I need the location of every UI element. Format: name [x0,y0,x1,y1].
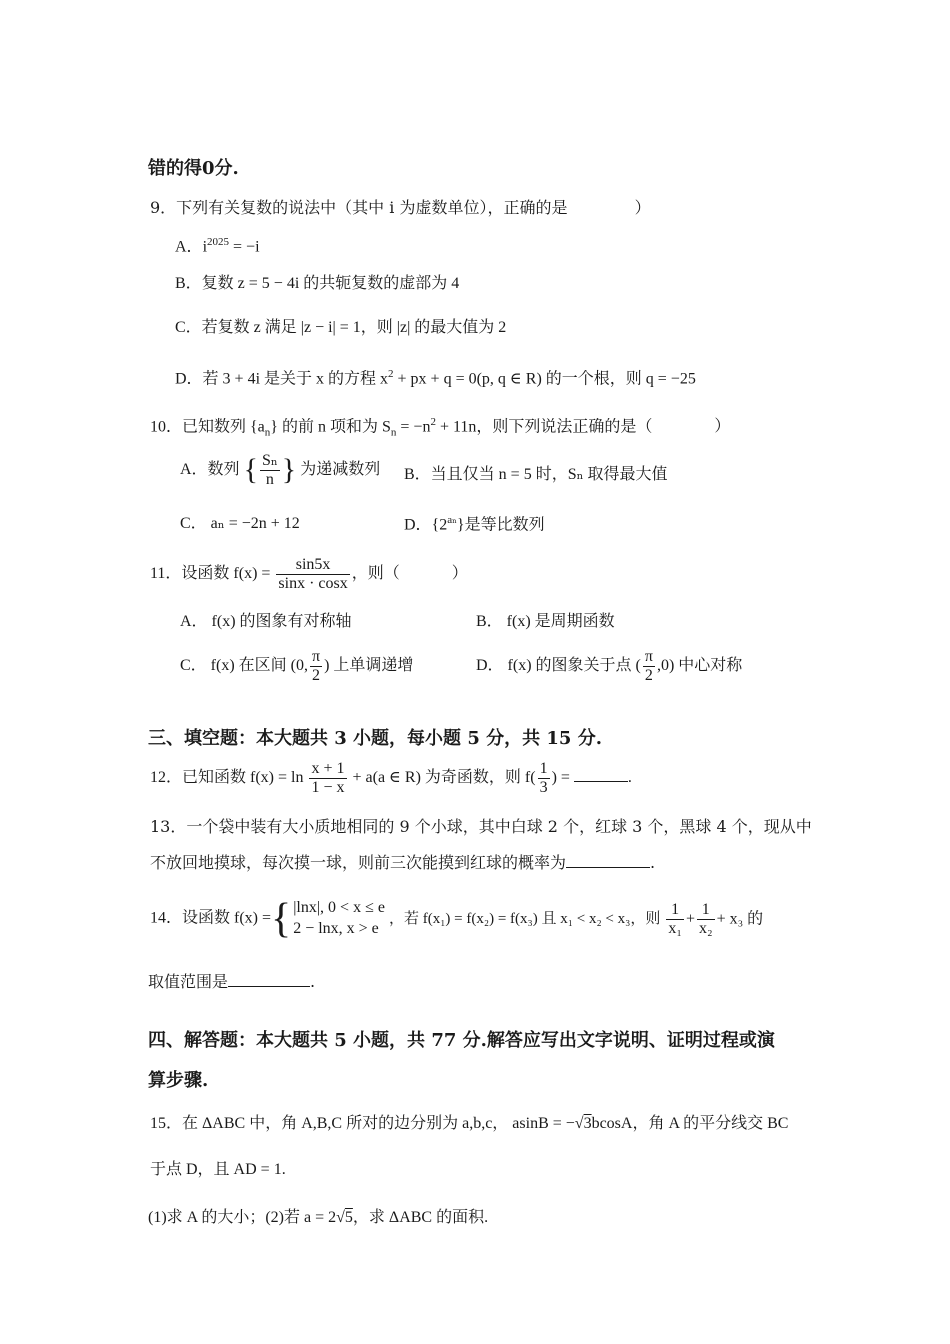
q12-part3: = [556,768,570,786]
scoring-note: 错的得0分. [148,158,239,179]
q11-d-close: ,0) [656,656,675,674]
question-13-line-2 [150,853,655,872]
q12-fraction [309,760,346,796]
q11-answer-paren: ） [451,564,468,582]
q12-end: . [627,768,632,786]
q10-option-d [404,514,545,535]
q14-end: . [310,972,316,991]
q11-option-d [476,648,742,684]
q10-stem-3: = −n [396,418,431,436]
q10-stem-sub2: n [390,426,397,439]
q10-d-label: D． [404,516,432,534]
q14-plus: + [685,910,695,928]
q15-line3-part2: ，求 ΔABC 的面积. [352,1209,489,1226]
q15-line3-part1: (1)求 A 的大小；(2)若 a = 2 [148,1209,337,1226]
q13-answer-blank [566,867,650,868]
q11-fraction [276,556,349,592]
q11-stem-1: 11．设函数 f(x) = [150,564,271,582]
q12-arg-close: ) [551,768,557,786]
section-3-heading: 三、填空题：本大题共 3 小题，每小题 5 分，共 15 分. [148,728,602,749]
question-12 [150,760,632,796]
q12-arg-den: 3 [539,778,548,796]
question-14-line-2 [148,972,315,991]
q13-line2-text: 不放回地摸球，每次摸一球，则前三次能摸到红球的概率为 [150,853,567,872]
q15-line3-sqrt-value: 5 [344,1209,353,1226]
q10-a-den: n [265,470,274,488]
q11-c-num: π [312,648,321,665]
q9-a-exponent: 2025 [207,236,230,248]
q14-part1: 14．设函数 f(x) = [150,909,272,927]
q13-end: . [650,853,656,872]
q11-num: sin5x [276,556,349,575]
q9-d-exponent: 2 [388,368,394,380]
q10-stem-exp: 2 [430,416,436,428]
q10-option-a [180,452,380,488]
q14-f2-num: 1 [697,901,715,920]
q10-d-set-open: {2 [431,516,448,534]
q9-d-part2: + px + q = 0(p, q ∈ R) 的一个根，则 q = −25 [393,370,696,388]
question-9-stem [150,198,651,217]
question-15-line-1 [150,1114,788,1133]
q14-f2-den: x₂ [698,919,713,937]
q9-option-a [175,236,260,257]
q11-d-open: ( [635,656,641,674]
q10-d-set-close: } [456,516,465,534]
q10-stem-2: } 的前 n 项和为 S [270,418,391,436]
q12-den: 1 − x [311,778,345,796]
q14-frac-2 [697,901,715,937]
q14-frac-1 [666,901,684,937]
q11-d-part1: D． f(x) 的图象关于点 [476,656,632,674]
q14-f1-num: 1 [666,901,684,920]
q15-line3-sqrt-sign: √ [336,1209,345,1226]
question-15-line-3 [148,1208,488,1227]
q9-a-base: i [202,238,208,256]
q14-cases [293,898,385,940]
q10-stem-1: 10．已知数列 {a [150,418,265,436]
q11-d-den: 2 [644,666,653,684]
q11-d-part2: 中心对称 [678,656,743,674]
q11-d-fraction [643,648,655,684]
q10-a-num: Sₙ [261,452,278,469]
q12-answer-blank [574,781,628,782]
q10-stem-4: + 11n，则下列说法正确的是（ [435,418,653,436]
q11-option-c [180,648,413,684]
q12-part1: 12．已知函数 f(x) = ln [150,768,304,786]
q10-stem-sub: n [264,426,271,439]
q11-c-part2: 上单调递增 [333,656,414,674]
q14-part2: ，若 f(x₁) = f(x₂) = f(x₃) 且 x₁ < x₂ < x₃，则 [388,911,661,927]
q9-a-rest: = −i [229,238,260,256]
q11-c-part1: C． f(x) 在区间 [180,656,287,674]
q12-arg-fraction [538,760,550,796]
q14-case-2: 2 − lnx, x > e [293,920,379,937]
q9-answer-paren: ） [634,198,651,217]
q10-a-fraction [260,452,280,488]
q11-option-a: A． f(x) 的图象有对称轴 [180,613,352,630]
q12-num: x + 1 [311,760,345,777]
q10-answer-paren: ） [714,418,731,436]
q10-a-label: A．数列 [180,460,240,478]
q10-a-rest: 为递减数列 [300,460,381,478]
q9-option-d [175,368,696,389]
q10-a-brace-close: } [281,453,297,487]
q9-stem-text: 9．下列有关复数的说法中（其中 i 为虚数单位），正确的是 [150,198,568,217]
q11-c-close: ) [324,656,330,674]
q11-c-fraction [310,648,322,684]
q9-d-part1: D．若 3 + 4i 是关于 x 的方程 x [175,370,389,388]
q11-den: sinx · cosx [278,574,348,592]
q15-sqrt-sign: √ [574,1115,584,1132]
q9-option-b: B．复数 z = 5 − 4i 的共轭复数的虚部为 4 [175,275,460,292]
q11-option-b: B． f(x) 是周期函数 [476,613,615,630]
q10-option-c: C． aₙ = −2n + 12 [180,515,300,532]
q15-line1-part2: bcosA，角 A 的平分线交 BC [591,1115,789,1132]
q11-c-open: (0, [290,656,308,674]
q14-answer-blank [228,986,310,987]
question-15-line-2: 于点 D，且 AD = 1. [150,1161,286,1178]
q12-arg-num: 1 [539,760,548,777]
section-4-heading-line-2: 算步骤. [148,1070,209,1091]
q15-sqrt-value: 3 [583,1115,592,1132]
q10-d-exp: aₙ [447,514,457,526]
q14-piecewise-brace: { [271,896,292,942]
q11-d-num: π [644,648,653,665]
question-14 [150,898,763,940]
q9-option-c: C．若复数 z 满足 |z − i| = 1，则 |z| 的最大值为 2 [175,319,507,336]
q12-part2: + a(a ∈ R) 为奇函数，则 f [352,768,531,786]
question-11-stem [150,556,468,592]
q12-arg-open: ( [530,768,536,786]
question-13-line-1: 13．一个袋中装有大小质地相同的 9 个小球，其中白球 2 个，红球 3 个，黑球 4 个，现从中 [150,817,812,836]
section-4-heading-line-1: 四、解答题：本大题共 5 小题，共 77 分.解答应写出文字说明、证明过程或演 [148,1030,775,1051]
q14-line2-text: 取值范围是 [148,972,229,991]
q10-d-rest: 是等比数列 [464,516,545,534]
q11-c-den: 2 [312,666,321,684]
q10-a-brace-open: { [243,453,258,487]
question-10-stem [150,416,730,440]
q14-case-1: |lnx|, 0 < x ≤ e [293,899,385,917]
q15-line1-part1: 15．在 ΔABC 中，角 A,B,C 所对的边分别为 a,b,c， asinB = − [150,1115,575,1132]
q14-f1-den: x₁ [668,919,682,937]
q9-a-label: A． [175,238,203,256]
q10-option-b: B．当且仅当 n = 5 时，Sₙ 取得最大值 [404,466,668,483]
q14-part3: + x₃ 的 [716,910,764,928]
q11-stem-2: ，则（ [351,564,400,582]
